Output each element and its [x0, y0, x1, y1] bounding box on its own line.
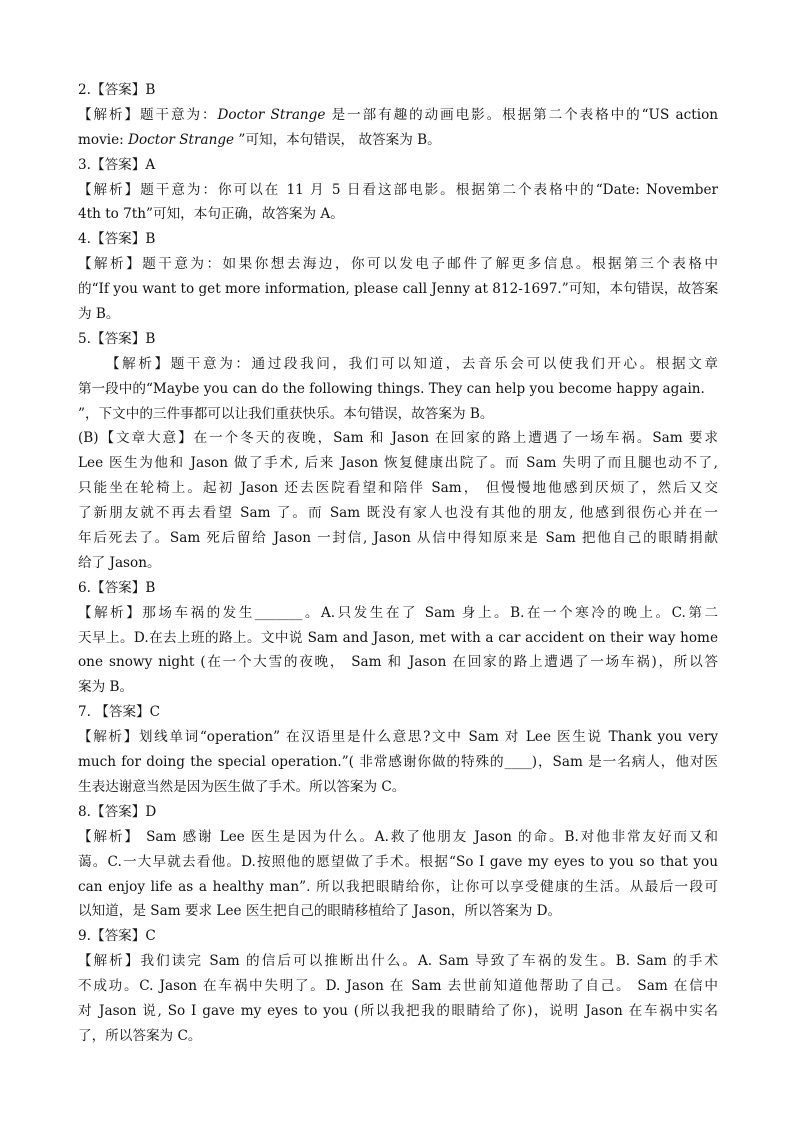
text-line: 案为 B。: [78, 679, 134, 696]
text-line: 【解析】题干意为：Doctor Strange 是一部有趣的动画电影。根据第二个表格中的“US action: [78, 106, 718, 123]
text-line: 【解析】题干意为：通过段我问，我们可以知道，去音乐会可以使我们开心。根据文章: [106, 355, 718, 372]
text-line: 【解析】 Sam 感谢 Lee 医生是因为什么。A.救了他朋友 Jason 的命。B.对他非常友好而又和: [78, 828, 718, 845]
text-line: (B)【文章大意】在一个冬天的夜晚，Sam 和 Jason 在回家的路上遭遇了一场车祸。Sam 要求: [78, 430, 718, 447]
text-line: much for doing the special operation.”( 非常感谢你做的特殊的____)，Sam 是一名病人，他对医: [78, 754, 718, 771]
text-line: 了新朋友就不再去看望 Sam 了。而 Sam 既没有家人也没有其他的朋友, 他感到很伤心并在一: [78, 505, 718, 522]
text-line: 4.【答案】B: [78, 231, 156, 248]
text-line: ”，下文中的三件事都可以让我们重获快乐。本句错误，故答案为 B。: [78, 405, 494, 422]
text-line: 2.【答案】B: [78, 82, 156, 98]
text-line: 不成功。C. Jason 在车祸中失明了。D. Jason 在 Sam 去世前知道他帮助了自己。 Sam 在信中: [78, 978, 718, 995]
text-line: 【解析】题干意为：如果你想去海边，你可以发电子邮件了解更多信息。根据第三个表格中: [78, 256, 718, 273]
text-line: 以知道，是 Sam 要求 Lee 医生把自己的眼睛移植给了 Jason，所以答案为 D。: [78, 903, 562, 920]
text-line: 只能坐在轮椅上。起初 Jason 还去医院看望和陪伴 Sam， 但慢慢地他感到厌烦了，然后又交: [78, 480, 718, 497]
text-line: 【解析】题干意为：你可以在 11 月 5 日看这部电影。根据第二个表格中的“Date: November: [78, 181, 718, 198]
text-line: 第一段中的“Maybe you can do the following things. They can help you become happy again.: [78, 380, 705, 397]
text-line: 6.【答案】B: [78, 579, 156, 596]
answer-explanations: [78, 78, 718, 1049]
text-line: 给了 Jason。: [78, 554, 161, 571]
text-line: 的“If you want to get more information, please call Jenny at 812-1697.”可知，本句错误，故答案: [78, 281, 718, 298]
text-line: 年后死去了。Sam 死后留给 Jason 一封信, Jason 从信中得知原来是 Sam 把他自己的眼睛捐献: [78, 530, 718, 547]
text-line: 天早上。D.在去上班的路上。文中说 Sam and Jason, met with a car accident on their way home: [78, 629, 718, 646]
text-line: Lee 医生为他和 Jason 做了手术, 后来 Jason 恢复健康出院了。而 Sam 失明了而且腿也动不了,: [78, 455, 718, 472]
text-line: 【解析】我们读完 Sam 的信后可以推断出什么。A. Sam 导致了车祸的发生。B. Sam 的手术: [78, 953, 718, 970]
text-line: 蔼。C.一大早就去看他。D.按照他的愿望做了手术。根据“So I gave my eyes to you so that you: [78, 853, 718, 870]
text-line: one snowy night (在一个大雪的夜晚， Sam 和 Jason 在回家的路上遭遇了一场车祸)，所以答: [78, 654, 718, 671]
text-line: 5.【答案】B: [78, 330, 156, 347]
text-line: can enjoy life as a healthy man”. 所以我把眼睛给你，让你可以享受健康的生活。从最后一段可: [78, 878, 718, 895]
text-line: 为 B。: [78, 306, 120, 323]
text-line: movie: Doctor Strange ”可知，本句错误， 故答案为 B。: [78, 131, 441, 148]
text-line: 了，所以答案为 C。: [78, 1027, 202, 1044]
document-page: [78, 78, 718, 1049]
text-line: 生表达谢意当然是因为医生做了手术。所以答案为 C。: [78, 778, 406, 795]
text-line: 7. 【答案】C: [78, 704, 161, 721]
text-line: 8.【答案】D: [78, 803, 157, 820]
text-line: 3.【答案】A: [78, 156, 156, 173]
text-line: 【解析】划线单词“operation” 在汉语里是什么意思?文中 Sam 对 Lee 医生说 Thank you very: [78, 729, 718, 746]
text-line: 对 Jason 说, So I gave my eyes to you (所以我把我的眼睛给了你)，说明 Jason 在车祸中实名: [78, 1002, 718, 1019]
text-line: 4th to 7th”可知，本句正确，故答案为 A。: [78, 206, 344, 223]
text-line: 9.【答案】C: [78, 928, 156, 945]
text-line: 【解析】那场车祸的发生_______。A.只发生在了 Sam 身上。B.在一个寒冷的晚上。C.第二: [78, 604, 718, 621]
